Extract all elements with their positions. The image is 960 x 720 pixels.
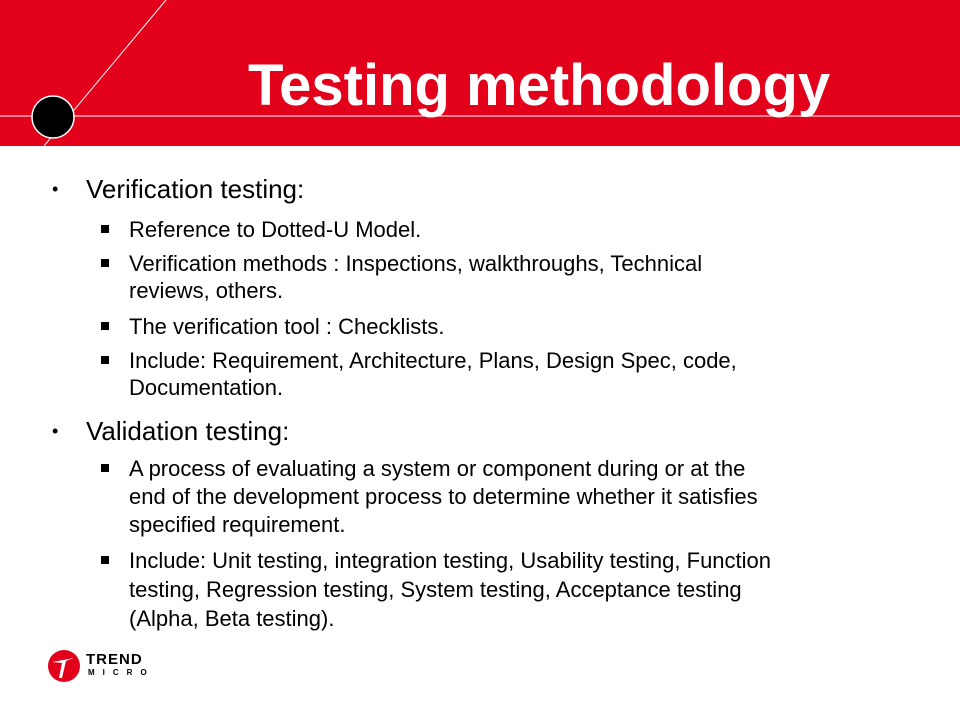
section-bullet-icon: • [52, 179, 59, 199]
list-item-continuation: (Alpha, Beta testing). [129, 606, 335, 631]
list-item: Include: Requirement, Architecture, Plans, Design Spec, code, [129, 348, 737, 373]
section-bullet-icon: • [52, 421, 59, 441]
title-banner [0, 0, 960, 146]
list-item: Include: Unit testing, integration testing, Usability testing, Function [129, 548, 772, 573]
list-item: Reference to Dotted-U Model. [129, 217, 422, 242]
list-item: The verification tool : Checklists. [129, 314, 445, 339]
logo-word-micro: MICRO [88, 668, 155, 677]
square-bullet-icon [101, 356, 109, 364]
section-heading-verification: Verification testing: [86, 174, 305, 204]
list-item: Verification methods : Inspections, walkthroughs, Technical [129, 251, 703, 276]
square-bullet-icon [101, 556, 109, 564]
list-item-continuation: end of the development process to determine whether it satisfies [129, 484, 758, 509]
logo-word-trend: TREND [86, 651, 143, 668]
square-bullet-icon [101, 259, 109, 267]
list-item: A process of evaluating a system or component during or at the [129, 456, 746, 481]
trend-micro-logo-icon [46, 648, 82, 684]
section-heading-validation: Validation testing: [86, 416, 290, 446]
list-item-continuation: specified requirement. [129, 512, 346, 537]
slide-title: Testing methodology [248, 53, 831, 118]
square-bullet-icon [101, 225, 109, 233]
square-bullet-icon [101, 322, 109, 330]
square-bullet-icon [101, 464, 109, 472]
list-item-continuation: Documentation. [129, 375, 284, 400]
banner-dot-icon [32, 96, 74, 138]
trend-micro-logo [46, 646, 166, 686]
list-item-continuation: testing, Regression testing, System testing, Acceptance testing [129, 577, 742, 602]
list-item-continuation: reviews, others. [129, 278, 284, 303]
